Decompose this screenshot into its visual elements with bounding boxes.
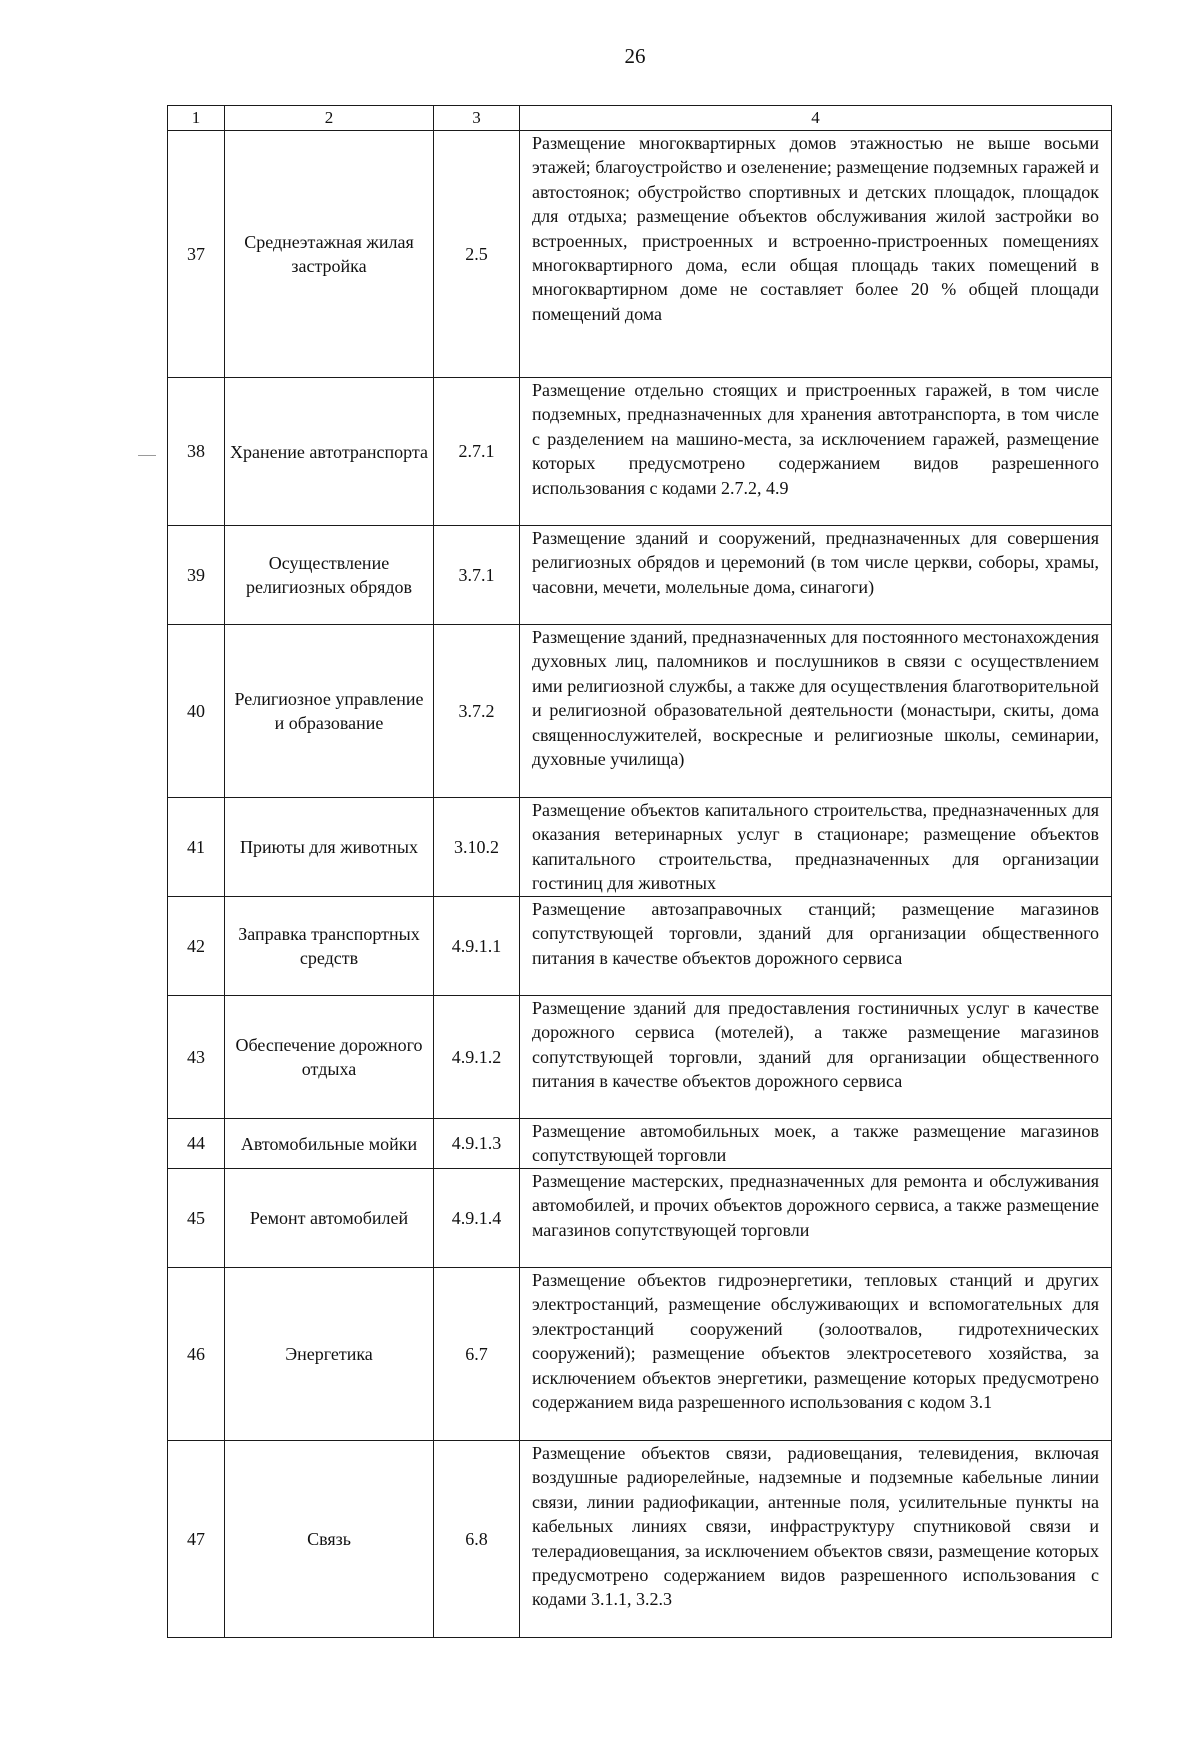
table-row: [168, 1441, 1112, 1638]
row-number: 43: [168, 996, 225, 1119]
table-row: [168, 1169, 1112, 1268]
table-row: [168, 798, 1112, 897]
table-header-row: [168, 106, 1112, 131]
use-type-name: Заправка транспортных средств: [225, 897, 434, 996]
column-header-2: 2: [225, 106, 434, 131]
row-number: 46: [168, 1268, 225, 1441]
row-number: 42: [168, 897, 225, 996]
table-row: [168, 1119, 1112, 1169]
use-type-description: Размещение зданий, предназначенных для постоянного местонахождения духовных лиц, паломников и послушников в связи с осуществлением ими религиозной службы, а также для осуществления благотворительной и религиозной образовательной деятельности (монастыри, скиты, дома священнослужителей, воскресные и религиозные школы, семинарии, духовные училища): [520, 625, 1112, 798]
use-type-code: 2.7.1: [434, 378, 520, 526]
use-type-code: 6.8: [434, 1441, 520, 1638]
use-type-description: Размещение отдельно стоящих и пристроенных гаражей, в том числе подземных, предназначенных для хранения автотранспорта, в том числе с разделением на машино-места, за исключением гаражей, размещение которых предусмотрено содержанием видов разрешенного использования с кодами 2.7.2, 4.9: [520, 378, 1112, 526]
scan-artifact-mark: [138, 455, 156, 456]
table-row: [168, 1268, 1112, 1441]
use-type-name: Энергетика: [225, 1268, 434, 1441]
use-type-code: 4.9.1.1: [434, 897, 520, 996]
row-number: 47: [168, 1441, 225, 1638]
use-type-description: Размещение зданий и сооружений, предназначенных для совершения религиозных обрядов и церемоний (в том числе церкви, соборы, храмы, часовни, мечети, молельные дома, синагоги): [520, 526, 1112, 625]
row-number: 40: [168, 625, 225, 798]
use-type-name: Осуществление религиозных обрядов: [225, 526, 434, 625]
use-type-code: 4.9.1.4: [434, 1169, 520, 1268]
use-type-description: Размещение автомобильных моек, а также размещение магазинов сопутствующей торговли: [520, 1119, 1112, 1169]
table-row: [168, 131, 1112, 378]
use-type-code: 3.10.2: [434, 798, 520, 897]
table-row: [168, 526, 1112, 625]
use-type-name: Приюты для животных: [225, 798, 434, 897]
use-type-name: Автомобильные мойки: [225, 1119, 434, 1169]
page-number: 26: [624, 44, 646, 68]
use-type-code: 3.7.1: [434, 526, 520, 625]
table-row: [168, 996, 1112, 1119]
row-number: 38: [168, 378, 225, 526]
use-type-name: Ремонт автомобилей: [225, 1169, 434, 1268]
row-number: 44: [168, 1119, 225, 1169]
use-type-description: Размещение объектов капитального строительства, предназначенных для оказания ветеринарных услуг в стационаре; размещение объектов капитального строительства, предназначенных для организации гостиниц для животных: [520, 798, 1112, 897]
use-type-code: 2.5: [434, 131, 520, 378]
use-type-description: Размещение зданий для предоставления гостиничных услуг в качестве дорожного сервиса (мотелей), а также размещение магазинов сопутствующей торговли, зданий для организации общественного питания в качестве объектов дорожного сервиса: [520, 996, 1112, 1119]
use-type-code: 6.7: [434, 1268, 520, 1441]
use-type-description: Размещение объектов связи, радиовещания, телевидения, включая воздушные радиорелейные, надземные и подземные кабельные линии связи, линии радиофикации, антенные поля, усилительные пункты на кабельных линиях связи, инфраструктуру спутниковой связи и телерадиовещания, за исключением объектов связи, размещение которых предусмотрено содержанием видов разрешенного использования с кодами 3.1.1, 3.2.3: [520, 1441, 1112, 1638]
row-number: 41: [168, 798, 225, 897]
use-type-description: Размещение автозаправочных станций; размещение магазинов сопутствующей торговли, зданий для организации общественного питания в качестве объектов дорожного сервиса: [520, 897, 1112, 996]
table-row: [168, 378, 1112, 526]
use-type-name: Среднеэтажная жилая застройка: [225, 131, 434, 378]
row-number: 37: [168, 131, 225, 378]
row-number: 39: [168, 526, 225, 625]
use-type-description: Размещение мастерских, предназначенных для ремонта и обслуживания автомобилей, и прочих объектов дорожного сервиса, а также размещение магазинов сопутствующей торговли: [520, 1169, 1112, 1268]
use-type-description: Размещение многоквартирных домов этажностью не выше восьми этажей; благоустройство и озеленение; размещение подземных гаражей и автостоянок; обустройство спортивных и детских площадок, площадок для отдыха; размещение объектов обслуживания жилой застройки во встроенных, пристроенных и встроенно-пристроенных помещениях многоквартирного дома, если общая площадь таких помещений в многоквартирном доме не составляет более 20 % общей площади помещений дома: [520, 131, 1112, 378]
table-row: [168, 625, 1112, 798]
column-header-1: 1: [168, 106, 225, 131]
use-type-name: Религиозное управление и образование: [225, 625, 434, 798]
use-type-name: Хранение автотранспорта: [225, 378, 434, 526]
use-type-code: 4.9.1.3: [434, 1119, 520, 1169]
land-use-table: [167, 105, 1112, 1638]
column-header-3: 3: [434, 106, 520, 131]
use-type-code: 3.7.2: [434, 625, 520, 798]
use-type-name: Связь: [225, 1441, 434, 1638]
use-type-description: Размещение объектов гидроэнергетики, тепловых станций и других электростанций, размещение обслуживающих и вспомогательных для электростанций сооружений (золоотвалов, гидротехнических сооружений); размещение объектов электросетевого хозяйства, за исключением объектов энергетики, размещение которых предусмотрено содержанием вида разрешенного использования с кодом 3.1: [520, 1268, 1112, 1441]
use-type-code: 4.9.1.2: [434, 996, 520, 1119]
use-type-name: Обеспечение дорожного отдыха: [225, 996, 434, 1119]
table-row: [168, 897, 1112, 996]
column-header-4: 4: [520, 106, 1112, 131]
row-number: 45: [168, 1169, 225, 1268]
